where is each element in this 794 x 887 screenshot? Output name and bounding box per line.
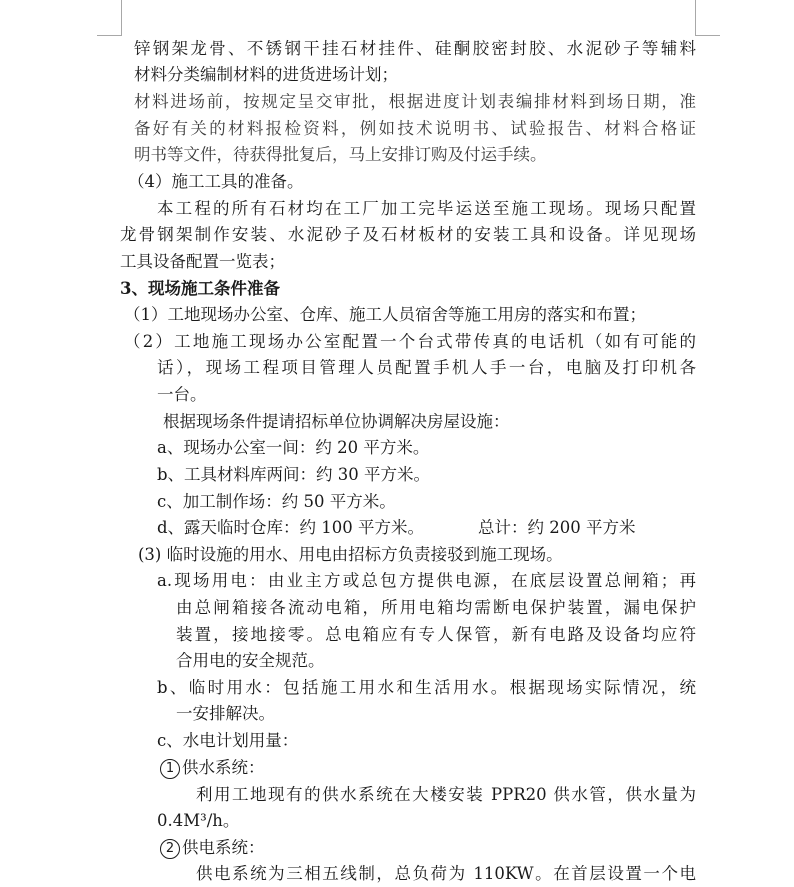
material-plan-line-1: 锌钢架龙骨、不锈钢干挂石材挂件、硅酮胶密封胶、水泥砂子等辅料 bbox=[134, 39, 696, 58]
supply-power-text-1: 供电系统为三相五线制，总负荷为 110KW。在首层设置一个电 bbox=[196, 864, 696, 883]
room-b: b、工具材料库两间：约 30 平方米。 bbox=[157, 465, 431, 484]
room-d: d、露天临时仓库：约 100 平方米。 bbox=[157, 518, 425, 537]
material-plan-line-4: 备好有关的材料报检资料，例如技术说明书、试验报告、材料合格证 bbox=[134, 119, 696, 138]
section-3-item-2-line-3: 一台。 bbox=[157, 385, 207, 404]
tools-line-1: 本工程的所有石材均在工厂加工完毕运送至施工现场。现场只配置 bbox=[157, 199, 696, 218]
circled-number-one: 1 bbox=[160, 759, 180, 779]
room-c: c、加工制作场：约 50 平方米。 bbox=[157, 492, 396, 511]
material-plan-line-3: 材料进场前，按规定呈交审批，根据进度计划表编排材料到场日期，准 bbox=[134, 92, 696, 111]
plan-c: c、水电计划用量： bbox=[157, 731, 299, 750]
room-total: 总计：约 200 平方米 bbox=[478, 518, 636, 537]
tools-heading: （4）施工工具的准备。 bbox=[128, 172, 304, 191]
crop-mark-right bbox=[695, 0, 696, 36]
supply-water-text-1: 利用工地现有的供水系统在大楼安装 PPR20 供水管，供水量为 bbox=[196, 785, 696, 804]
room-a: a、现场办公室一间：约 20 平方米。 bbox=[157, 438, 430, 457]
material-plan-line-2: 材料分类编制材料的进货进场计划； bbox=[134, 65, 398, 84]
water-b-line-2: 一安排解决。 bbox=[176, 704, 275, 723]
power-a-line-1: a.现场用电：由业主方或总包方提供电源，在底层设置总闸箱；再 bbox=[157, 571, 696, 590]
supply-water-heading bbox=[160, 755, 265, 781]
circled-number-two: 2 bbox=[160, 839, 180, 859]
tools-line-3: 工具设备配置一览表； bbox=[120, 252, 285, 271]
section-3-item-2-line-1: （2）工地施工现场办公室配置一个台式带传真的电话机（如有可能的 bbox=[124, 332, 696, 351]
power-a-line-4: 合用电的安全规范。 bbox=[176, 651, 325, 670]
supply-water-label: 供水系统： bbox=[182, 758, 265, 777]
crop-mark-right-horizontal bbox=[695, 35, 720, 36]
supply-power-label: 供电系统： bbox=[182, 838, 265, 857]
supply-water-text-2: 0.4M³/h。 bbox=[157, 811, 240, 830]
power-a-line-2: 由总闸箱接各流动电箱，所用电箱均需断电保护装置，漏电保护 bbox=[176, 598, 696, 617]
crop-mark-left bbox=[121, 0, 122, 36]
material-plan-line-5: 明书等文件，待获得批复后，马上安排订购及付运手续。 bbox=[134, 145, 547, 164]
crop-mark-left-horizontal bbox=[97, 35, 122, 36]
water-b-line-1: b、临时用水：包括施工用水和生活用水。根据现场实际情况，统 bbox=[157, 678, 696, 697]
supply-power-heading bbox=[160, 835, 265, 861]
section-3-heading: 3、现场施工条件准备 bbox=[120, 279, 280, 298]
section-3-item-2-line-2: 话），现场工程项目管理人员配置手机人手一台，电脑及打印机各 bbox=[157, 358, 696, 377]
power-a-line-3: 装置，接地接零。总电箱应有专人保管，新有电路及设备均应符 bbox=[176, 625, 696, 644]
section-3-item-1: （1）工地现场办公室、仓库、施工人员宿舍等施工用房的落实和布置； bbox=[124, 305, 646, 324]
housing-intro: 根据现场条件提请招标单位协调解决房屋设施： bbox=[163, 412, 510, 431]
section-3-item-3: (3) 临时设施的用水、用电由招标方负责接驳到施工现场。 bbox=[138, 545, 563, 564]
tools-line-2: 龙骨钢架制作安装、水泥砂子及石材板材的安装工具和设备。详见现场 bbox=[120, 225, 696, 244]
